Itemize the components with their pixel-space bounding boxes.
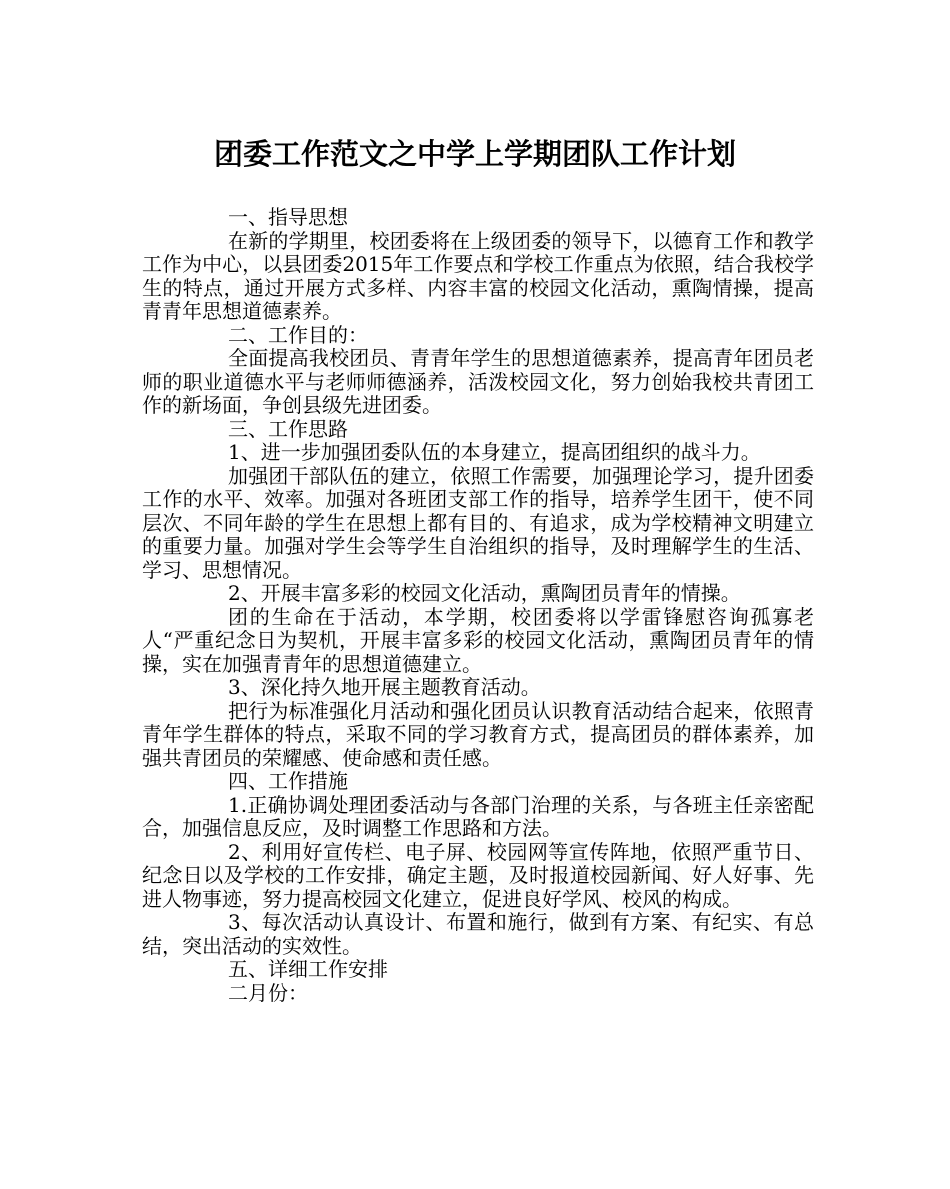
section-heading-work-approach: 三、工作思路 xyxy=(228,416,348,441)
schedule-month-february: 二月份： xyxy=(228,980,308,1005)
paragraph-approach-3: 把行为标准强化月活动和强化团员认识教育活动结合起来，依照青青年学生群体的特点，采取不同的学习教育方式，提高团员的群体素养，加强共青团员的荣耀感、使命感和责任感。 xyxy=(142,698,814,770)
section-heading-work-schedule: 五、详细工作安排 xyxy=(228,957,388,981)
section-heading-guiding-ideology: 一、指导思想 xyxy=(228,205,348,229)
document-body xyxy=(142,206,814,1005)
section-heading-work-objective: 二、工作目的： xyxy=(228,322,368,347)
paragraph-measure-1: 1.正确协调处理团委活动与各部门治理的关系，与各班主任亲密配合，加强信息反应，及时调整工作思路和方法。 xyxy=(142,792,814,840)
subheading-approach-3: 3、深化持久地开展主题教育活动。 xyxy=(228,675,541,699)
paragraph-approach-1: 加强团干部队伍的建立，依照工作需要，加强理论学习，提升团委工作的水平、效率。加强对各班团支部工作的指导，培养学生团干，使不同层次、不同年龄的学生在思想上都有目的、有追求，成为学校精神文明建立的重要力量。加强对学生会等学生自治组织的指导，及时理解学生的生活、学习、思想情况。 xyxy=(142,463,814,582)
paragraph-work-objective: 全面提高我校团员、青青年学生的思想道德素养，提高青年团员老师的职业道德水平与老师师德涵养，活泼校园文化，努力创始我校共青团工作的新场面，争创县级先进团委。 xyxy=(142,346,814,417)
paragraph-guiding-ideology: 在新的学期里，校团委将在上级团委的领导下，以德育工作和教学工作为中心，以县团委2015年工作要点和学校工作重点为依照，结合我校学生的特点，通过开展方式多样、内容丰富的校园文化活动，熏陶情操，提高青青年思想道德素养。 xyxy=(142,228,814,323)
section-heading-work-measures: 四、工作措施 xyxy=(228,769,348,793)
paragraph-approach-2: 团的生命在于活动，本学期，校团委将以学雷锋慰咨询孤寡老人“严重纪念日为契机，开展丰富多彩的校园文化活动，熏陶团员青年的情操，实在加强青青年的思想道德建立。 xyxy=(142,604,814,676)
paragraph-measure-3: 3、每次活动认真设计、布置和施行，做到有方案、有纪实、有总结，突出活动的实效性。 xyxy=(142,910,814,958)
paragraph-measure-2: 2、利用好宣传栏、电子屏、校园网等宣传阵地，依照严重节日、纪念日以及学校的工作安排，确定主题，及时报道校园新闻、好人好事、先进人物事迹，努力提高校园文化建立，促进良好学风、校风的构成。 xyxy=(142,839,814,911)
subheading-approach-2: 2、开展丰富多彩的校园文化活动，熏陶团员青年的情操。 xyxy=(228,581,741,605)
document-title: 团委工作范文之中学上学期团队工作计划 xyxy=(213,137,736,171)
subheading-approach-1: 1、进一步加强团委队伍的本身建立，提高团组织的战斗力。 xyxy=(228,440,761,464)
